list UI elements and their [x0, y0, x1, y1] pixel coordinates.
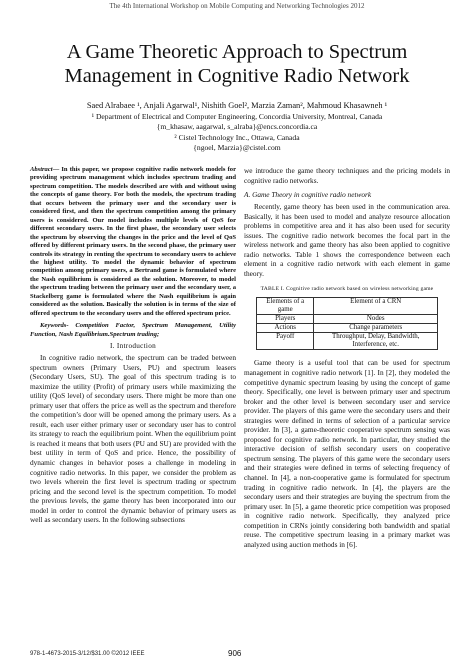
game-theory-paragraph: Recently, game theory has been used in the communication area. Basically, it has been used to model and analyze resource allocation problems in competitive area and it has also been used for security issues. The cognitive radio network becomes the focal part in the wireless network and game theory has also been applied to cognitive radio networks. Table 1 shows the correspondence between each element in a cognitive radio network with each element in game theory.: [244, 202, 450, 278]
affiliation-1: [20, 112, 454, 132]
abstract-lead: Abstract: [30, 166, 53, 173]
game-element-table: [256, 297, 438, 350]
title-line-1: A Game Theoretic Approach to Spectrum: [66, 41, 408, 63]
title-line-2: Management in Cognitive Radio Network: [64, 65, 410, 87]
left-column: [30, 166, 236, 525]
intro-continuation: we introduce the game theory techniques and the pricing models in cognitive radio networks.: [244, 166, 450, 185]
paper-title: [20, 40, 454, 88]
table-row: [257, 324, 438, 333]
table-caption: TABLE I. Cognitive radio network based on wireless networking game: [260, 286, 434, 293]
related-work-paragraph: Game theory is a useful tool that can be used for spectrum management in cognitive radio network [1]. In [2], they modeled the competitive dynamic spectrum leasing by using the concept of game theory. Specifically, one level is between primary user and spectrum broker and the other level is between secondary user and service provider. The players of this game were the secondary users and their strategies were defined in terms of selection of a particular service provider. In [3], a game-theoretic cooperative spectrum sensing was proposed for cognitive radio network. In particular, they studied the interactive decision of selfish secondary users on cooperative spectrum sensing. The players of this game were the secondary users and their strategies were defined in terms of selecting frequency of channel. In [4], a non-cooperative game is formulated for spectrum trading in cognitive radio network. In [4], the players are the secondary users and their strategies are buying the spectrum from the primary user. In [5], a game theoretic price competition was proposed in cognitive radio network. Specifically, they analyzed price competition in CRNs jointly considering both bandwidth and spatial reuse. The competitive spectrum leasing in a primary market was analyzed using auction methods in [6].: [244, 358, 450, 549]
affiliation-1-email: {m_khasaw, aagarwal, s_alraba}@encs.concordia.ca: [156, 122, 318, 131]
introduction-paragraph: In cognitive radio network, the spectrum can be traded between spectrum owners (Primary Users, PU) and spectrum leasers (Secondary Users, SU). The goal of this spectrum trading is to maximize the utility (Profit) of primary users while maximizing the utility (QoS level) of secondary users. There might be more than one primary user that offers the price as well as the spectrum and therefore the competition’s door will be opened among the primary users. As a result, each user either primary user or secondary user has to control its strategy to reach the equilibrium point. When the equilibrium point is reached it means that both users (PU and SU) are provided with the best utility in term of QoS and price. Hence, the possibility of dynamic changes in behavior poses a challenge in modeling in cognitive radio networks. In this paper, we consider the problem as two levels wherein the first level is spectrum trading or spectrum pricing and the second level is the spectrum competition. To model the previous levels, the game theory has been incorporated into our model in order to control the dynamic behavior of primary users as well as secondary users. In the following subsections: [30, 352, 236, 525]
affiliation-2: [20, 133, 454, 153]
table-cell: Throughput, Delay, Bandwidth, Interference, etc.: [314, 333, 438, 350]
affiliation-2-name: ² Cistel Technology Inc., Ottawa, Canada: [174, 133, 300, 142]
author-list: Saed Alrabaee ¹, Anjali Agarwal¹, Nishith Goel², Marzia Zaman², Mahmoud Khasawneh ¹: [86, 101, 388, 110]
running-head: The 4th International Workshop on Mobile Computing and Networking Technologies 2012: [109, 2, 365, 10]
table-header-cell: Element of a CRN: [314, 298, 438, 315]
table-cell: Change parameters: [314, 324, 438, 333]
right-column: [244, 166, 450, 549]
affiliation-1-name: ¹ Department of Electrical and Computer Engineering, Concordia University, Montreal, Canada: [91, 112, 383, 121]
affiliation-2-email: {ngoel, Marzia}@cistel.com: [193, 143, 281, 152]
keywords: Keywords- Competition Factor, Spectrum Management, Utility Function, Nash Equilibrium.Spectrum trading;: [30, 322, 236, 338]
table-cell: Players: [257, 315, 314, 324]
table-cell: Actions: [257, 324, 314, 333]
table-header-row: [257, 298, 438, 315]
subsection-heading-game-theory: A. Game Theory in cognitive radio network: [244, 190, 372, 200]
table-cell: Payoff: [257, 333, 314, 350]
table-cell: Nodes: [314, 315, 438, 324]
copyright-footer: 978-1-4673-2015-3/12/$31.00 ©2012 IEEE: [30, 651, 145, 657]
table-row: [257, 333, 438, 350]
section-heading-introduction: I. Introduction: [109, 341, 157, 350]
table-header-cell: Elements of a game: [257, 298, 314, 315]
page-number: 906: [228, 649, 242, 658]
abstract: [30, 166, 236, 318]
abstract-text: — In this paper, we propose cognitive radio network models for providing spectrum management which includes spectrum trading and spectrum competition. The models described are with and without using the concepts of game theory. For both the models, the spectrum trading that occurs between the primary user and the secondary user is considered first, and then the spectrum competition among the primary users is considered. Our model includes multiple levels of QoS for different secondary users. In the first phase, the secondary user selects the spectrum by observing the changes in the price and the level of QoS offered by different primary users. In the second phase, the primary user controls its strategy in renting the spectrum to secondary users to achieve the highest utility. To model the dynamic behavior of spectrum competition among primary users, a Bertrand game is formulated where the Nash equilibrium is considered as the solution. Moreover, to model the spectrum trading between the primary user and the secondary user, a Stackelberg game is formulated where the Nash equilibrium is again considered as the solution. Basically the solution is in terms of the size of offered spectrum to the secondary users and the offered spectrum price.: [30, 166, 236, 317]
table-row: [257, 315, 438, 324]
